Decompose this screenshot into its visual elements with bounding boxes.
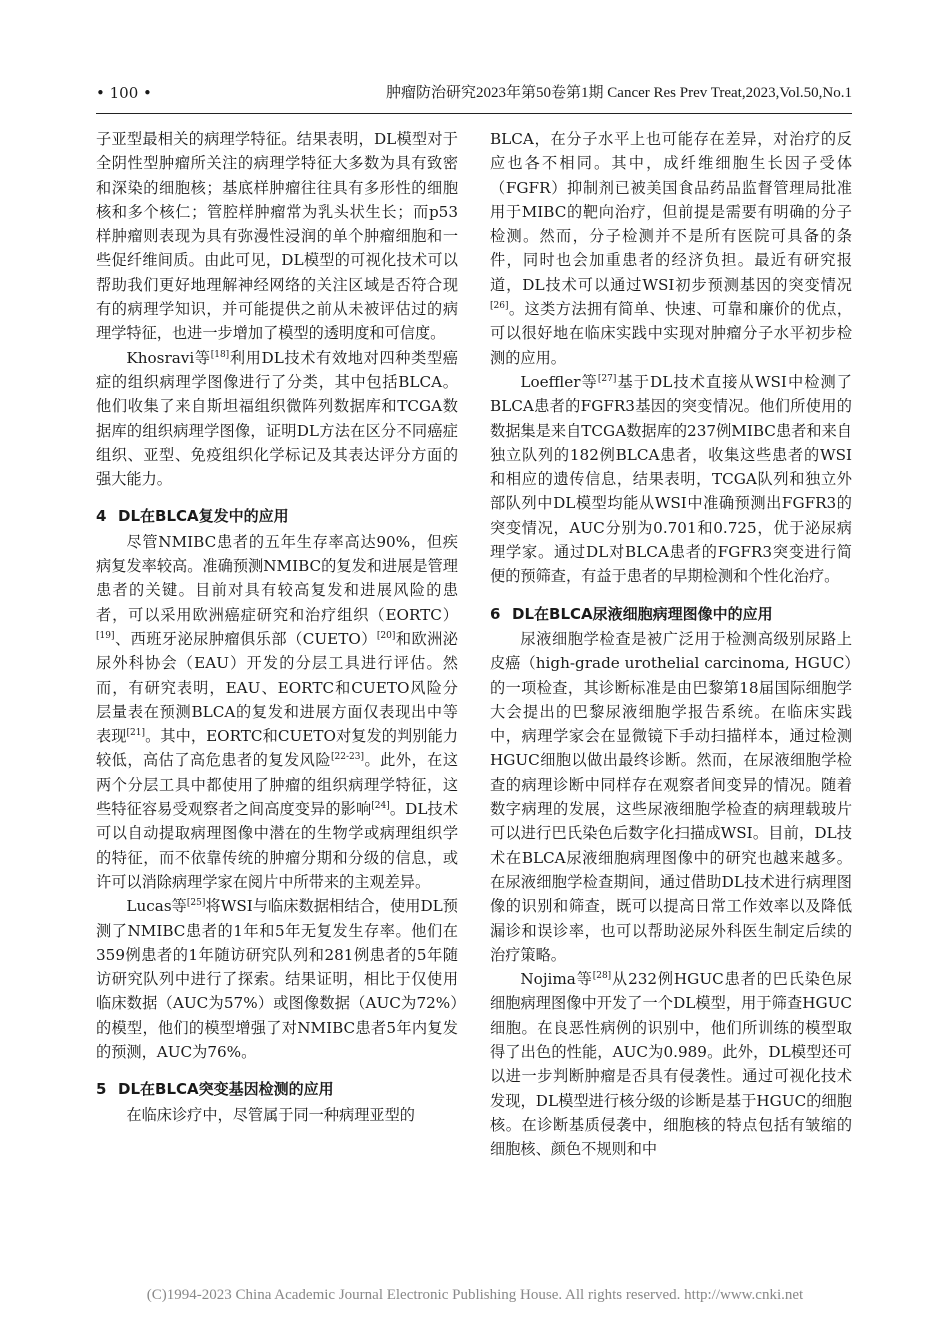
text-run: 。其中，EORTC和CUETO对复发的判别能力较低，高估了高危患者的复发风险 <box>96 727 458 770</box>
text-run: 尽管NMIBC患者的五年生存率高达90%，但疾病复发率较高。准确预测NMIBC的复发和进展是管理患者的关键。目前对具有较高复发和进展风险的患者，可以采用欧洲癌症研究和治疗组织（EORTC） <box>96 532 458 624</box>
section-heading <box>96 504 458 528</box>
copyright-footer: (C)1994-2023 China Academic Journal Electronic Publishing House. All rights reserved. http://www.cnki.net <box>146 1287 804 1303</box>
citation-ref: [19] <box>96 630 115 641</box>
text-run: 利用DL技术有效地对四种类型癌症的组织病理学图像进行了分类，其中包括BLCA。他们收集了来自斯坦福组织微阵列数据库和TCGA数据库的组织病理学图像，证明DL方法在区分不同癌症组织、亚型、免疫组织化学标记及其表达评分方面的强大能力。 <box>96 348 458 489</box>
paragraph <box>96 894 458 1064</box>
text-run: 和欧洲泌尿外科协会（EAU）开发的分层工具进行评估。然而，有研究表明，EAU、EORTC和CUETO风险分层量表在预测BLCA的复发和进展方面仅表现出中等表现 <box>96 629 458 746</box>
paragraph <box>96 530 458 894</box>
text-run: Loeffler等 <box>520 372 598 391</box>
section-title: DL在BLCA复发中的应用 <box>118 507 289 526</box>
citation-ref: [26] <box>490 301 509 312</box>
header-rule <box>96 113 852 114</box>
text-run: 。DL技术可以自动提取病理图像中潜在的生物学或病理组织学的特征，而不依靠传统的肿瘤分期和分级的信息，或许可以消除病理学家在阅片中所带来的主观差异。 <box>96 800 458 891</box>
section-title: DL在BLCA尿液细胞病理图像中的应用 <box>512 604 773 623</box>
left-column <box>96 127 458 1247</box>
paragraph <box>490 370 852 589</box>
citation-ref: [22-23] <box>331 752 364 763</box>
text-run: 基于DL技术直接从WSI中检测了BLCA患者的FGFR3基因的突变情况。他们所使用的数据集是来自TCGA数据库的237例MIBC患者和来自独立队列的182例BLCA患者，收集这些患者的WSI和相应的遗传信息，结果表明，TCGA队列和独立外部队列中DL模型均能从WSI中准确预测出FGFR3的突变情况，AUC分别为0.701和0.725，优于泌尿病理学家。通过DL对BLCA患者的FGFR3突变进行简便的预筛查，有益于患者的早期检测和个性化治疗。 <box>490 372 852 586</box>
section-heading <box>490 602 852 626</box>
section-number: 4 <box>96 507 107 526</box>
citation-ref: [28] <box>592 971 612 982</box>
citation-ref: [18] <box>210 349 230 360</box>
paragraph: 在临床诊疗中，尽管属于同一种病理亚型的 <box>126 1105 415 1124</box>
journal-citation: 肿瘤防治研究2023年第50卷第1期 Cancer Res Prev Treat,2023,Vol.50,No.1 <box>386 85 852 101</box>
text-run: 。这类方法拥有简单、快速、可靠和廉价的优点，可以很好地在临床实践中实现对肿瘤分子水平初步检测的应用。 <box>490 300 852 367</box>
text-run: Khosravi等 <box>126 348 211 367</box>
right-column <box>490 127 852 1247</box>
section-number: 5 <box>96 1080 107 1099</box>
citation-ref: [24] <box>371 800 390 811</box>
paragraph: 尿液细胞学检查是被广泛用于检测高级别尿路上皮癌（high-grade urothelial carcinoma, HGUC）的一项检查，其诊断标准是由巴黎第18届国际细胞学大会提出的巴黎尿液细胞学报告系统。在临床实践中，病理学家会在显微镜下手动扫描样本，通过检测HGUC细胞以做出最终诊断。然而，在尿液细胞学检查的病理诊断中同样存在观察者间变异的情况。随着数字病理的发展，这些尿液细胞学检查的病理载玻片可以进行巴氏染色后数字化扫描成WSI。目前，DL技术在BLCA尿液细胞病理图像中的研究也越来越多。在尿液细胞学检查期间，通过借助DL技术进行病理图像的识别和筛查，既可以提高日常工作效率以及降低漏诊和误诊率，也可以帮助泌尿外科医生制定后续的治疗策略。 <box>490 629 852 964</box>
paragraph <box>490 127 852 370</box>
citation-ref: [20] <box>376 630 396 641</box>
text-run: 、西班牙泌尿肿瘤俱乐部（CUETO） <box>114 629 377 648</box>
section-title: DL在BLCA突变基因检测的应用 <box>118 1080 334 1099</box>
text-run: 将WSI与临床数据相结合，使用DL预测了NMIBC患者的1年和5年无复发生存率。他们在359例患者的1年随访研究队列和281例患者的5年随访研究队列中进行了探索。结果证明，相比于仅使用临床数据（AUC为57%）或图像数据（AUC为72%）的模型，他们的模型增强了对NMIBC患者5年内复发的预测，AUC为76%。 <box>96 897 458 1061</box>
citation-ref: [27] <box>597 373 617 384</box>
section-heading <box>96 1077 458 1101</box>
text-run: 从232例HGUC患者的巴氏染色尿细胞病理图像中开发了一个DL模型，用于筛查HGUC细胞。在良恶性病例的识别中，他们所训练的模型取得了出色的性能，AUC为0.989。此外，DL模型还可以进一步判断肿瘤是否具有侵袭性。通过可视化技术发现，DL模型进行核分级的诊断是基于HGUC的细胞核。在诊断基质侵袭中，细胞核的特点包括有皱缩的细胞核、颜色不规则和中 <box>490 970 852 1159</box>
section-number: 6 <box>490 604 501 623</box>
page-number: • 100 • <box>96 84 152 102</box>
citation-ref: [25] <box>186 898 206 909</box>
citation-ref: [21] <box>126 728 145 739</box>
running-header <box>96 78 852 108</box>
paragraph: 子亚型最相关的病理学特征。结果表明，DL模型对于全阴性型肿瘤所关注的病理学特征大多数为具有致密和深染的细胞核；基底样肿瘤往往具有多形性的细胞核和多个核仁；管腔样肿瘤常为乳头状生长；而p53样肿瘤则表现为具有弥漫性浸润的单个肿瘤细胞和一些促纤维间质。由此可见，DL模型的可视化技术可以帮助我们更好地理解神经网络的关注区域是否符合现有的病理学知识，并可能提供之前从未被评估过的病理学特征，也进一步增加了模型的透明度和可信度。 <box>96 130 458 343</box>
paragraph <box>96 346 458 492</box>
text-run: 。此外，在这两个分层工具中都使用了肿瘤的组织病理学特征，这些特征容易受观察者之间高度变异的影响 <box>96 751 458 819</box>
text-run: Lucas等 <box>126 897 187 916</box>
text-run: Nojima等 <box>520 970 593 989</box>
text-run: BLCA，在分子水平上也可能存在差异，对治疗的反应也各不相同。其中，成纤维细胞生长因子受体（FGFR）抑制剂已被美国食品药品监督管理局批准用于MIBC的靶向治疗，但前提是需要有明确的分子检测。然而，分子检测并不是所有医院可具备的条件，同时也会加重患者的经济负担。最近有研究报道，DL技术可以通过WSI初步预测基因的突变情况 <box>490 130 852 294</box>
paragraph <box>490 967 852 1161</box>
